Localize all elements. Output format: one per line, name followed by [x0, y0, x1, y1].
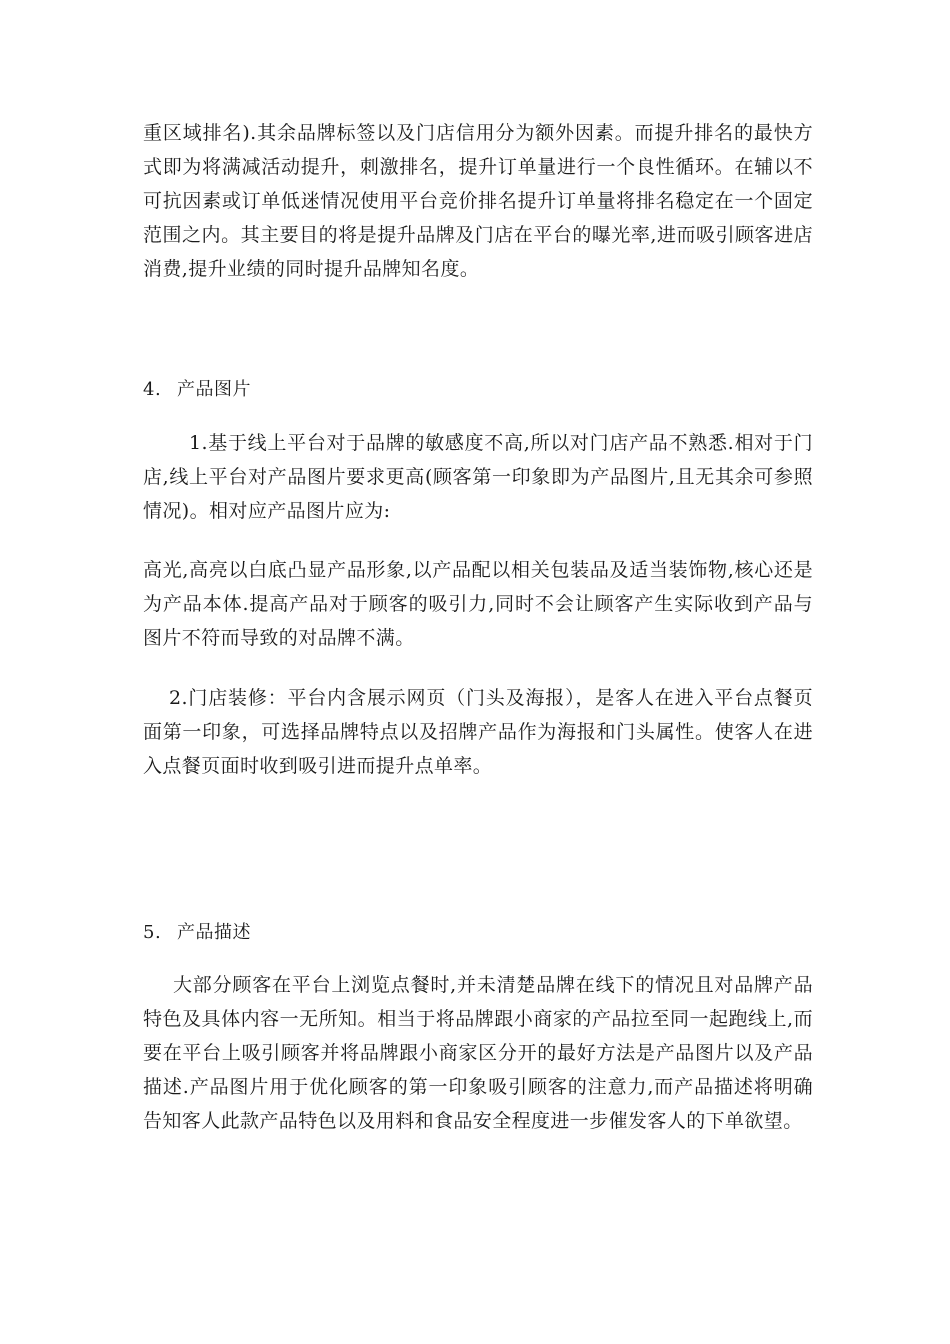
section-4-point-1: 1.基于线上平台对于品牌的敏感度不高,所以对门店产品不熟悉.相对于门店,线上平台对产品图片要求更高(顾客第一印象即为产品图片,且无其余可参照情况)。相对应产品图片应为: — [143, 432, 813, 522]
section-4-point-1-detail: 高光,高亮以白底凸显产品形象,以产品配以相关包装品及适当装饰物,核心还是为产品本体.提高产品对于顾客的吸引力,同时不会让顾客产生实际收到产品与图片不符而导致的对品牌不满。 — [143, 559, 813, 649]
section-5-heading — [143, 920, 251, 946]
section-4-point-2: 2.门店装修：平台内含展示网页（门头及海报），是客人在进入平台点餐页面第一印象，可选择品牌特点以及招牌产品作为海报和门头属性。使客人在进入点餐页面时收到吸引进而提升点单率。 — [143, 687, 813, 777]
section-5-paragraph: 大部分顾客在平台上浏览点餐时,并未清楚品牌在线下的情况且对品牌产品特色及具体内容一无所知。相当于将品牌跟小商家的产品拉至同一起跑线上,而要在平台上吸引顾客并将品牌跟小商家区分开的最好方法是产品图片以及产品描述.产品图片用于优化顾客的第一印象吸引顾客的注意力,而产品描述将明确告知客人此款产品特色以及用料和食品安全程度进一步催发客人的下单欲望。 — [143, 974, 813, 1132]
section-4-heading — [143, 377, 251, 403]
intro-paragraph: 重区域排名).其余品牌标签以及门店信用分为额外因素。而提升排名的最快方式即为将满减活动提升，刺激排名，提升订单量进行一个良性循环。在辅以不可抗因素或订单低迷情况使用平台竞价排名提升订单量将排名稳定在一个固定范围之内。其主要目的将是提升品牌及门店在平台的曝光率,进而吸引顾客进店消费,提升业绩的同时提升品牌知名度。 — [143, 122, 813, 280]
section-5-number: 5. — [143, 922, 162, 943]
section-4-title: 产品图片 — [177, 379, 251, 400]
section-4-number: 4. — [143, 379, 162, 400]
section-5-title: 产品描述 — [177, 922, 251, 943]
